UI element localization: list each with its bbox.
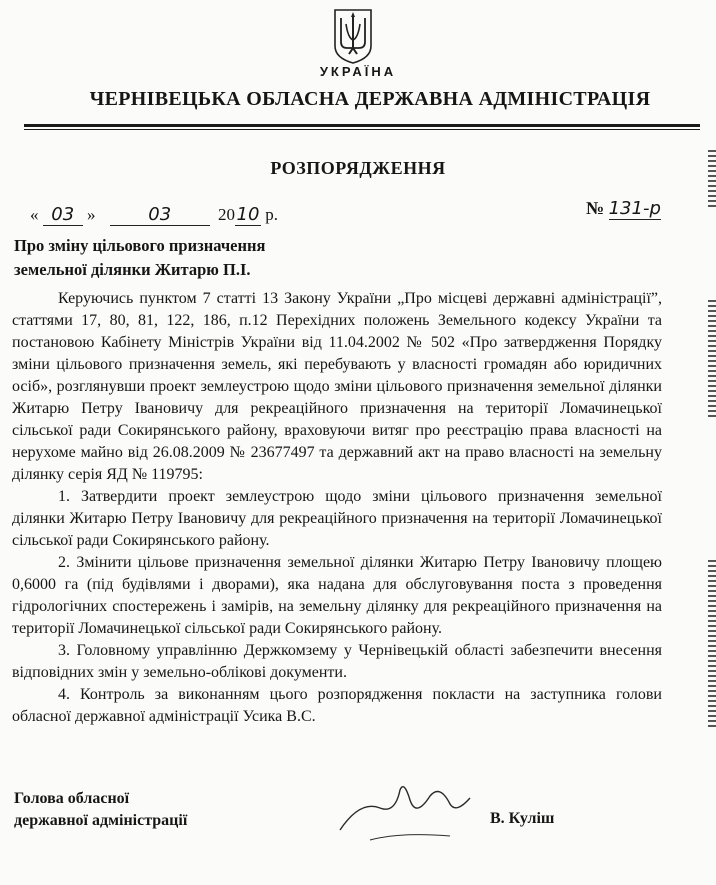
subject-line-2: земельної ділянки Житарю П.І. xyxy=(14,260,251,279)
number-value: 131-р xyxy=(608,198,661,219)
date-year-unit: р. xyxy=(265,205,278,224)
number-prefix: № xyxy=(586,198,605,218)
scan-edge-artifact xyxy=(708,300,716,420)
decree-date xyxy=(30,204,278,226)
signatory-name: В. Куліш xyxy=(490,810,555,827)
handwritten-signature xyxy=(300,770,500,850)
date-year-prefix: 20 xyxy=(218,205,235,224)
item-2-paragraph: 2. Змінити цільове призначення земельної ділянки Житарю Петру Івановичу площею 0,6000 га (під будівлями і дворами), яка надана для обслуговування поста з проведення гідрологічних спостережень і замірів, на земельну ділянку для рекреаційного призначення на території Ломачинецької сільської ради Сокирянського району. xyxy=(12,554,662,637)
country-name: УКРАЇНА xyxy=(319,64,397,79)
document-type: РОЗПОРЯДЖЕННЯ xyxy=(270,158,446,178)
date-open-quote: « xyxy=(30,205,39,224)
subject-line-1: Про зміну цільового призначення xyxy=(14,236,266,255)
administration-name: ЧЕРНІВЕЦЬКА ОБЛАСНА ДЕРЖАВНА АДМІНІСТРАЦІЯ xyxy=(89,88,651,110)
decree-subject xyxy=(14,234,434,282)
date-year-suffix: 10 xyxy=(236,204,260,225)
decree-body xyxy=(12,288,662,728)
date-month: 03 xyxy=(110,204,210,226)
date-day: 03 xyxy=(43,204,83,226)
item-3-paragraph: 3. Головному управлінню Держкомзему у Чернівецькій області забезпечити внесення відповідних змін у земельно-облікові документи. xyxy=(12,642,662,681)
item-4-paragraph: 4. Контроль за виконанням цього розпорядження покласти на заступника голови обласної державної адміністрації Усика В.С. xyxy=(12,686,662,725)
signatory-title-line-2: державної адміністрації xyxy=(14,812,188,829)
header-rule-thin xyxy=(24,129,700,130)
scan-edge-artifact xyxy=(708,150,716,210)
item-1-paragraph: 1. Затвердити проект землеустрою щодо зміни цільового призначення земельної ділянки Житарю Петру Івановичу для рекреаційного призначення на території Ломачинецької сільської ради Сокирянського району. xyxy=(12,488,662,549)
header-rule-thick xyxy=(24,124,700,127)
signatory-title-line-1: Голова обласної xyxy=(14,790,130,807)
preamble-paragraph: Керуючись пунктом 7 статті 13 Закону України „Про місцеві державні адміністрації”, статтями 17, 80, 81, 122, 186, п.12 Перехідних положень Земельного кодексу України та постановою Кабінету Міністрів України від 11.04.2002 № 502 «Про затвердження Порядку зміни цільового призначення земель, які перебувають у власності громадян або юридичних осіб», розглянувши проект землеустрою щодо зміни цільового призначення земельної ділянки Житарю Петру Івановичу для рекреаційного призначення на території Ломачинецької сільської ради Сокирянського району, враховуючи витяг про реєстрацію права власності на нерухоме майно від 26.08.2009 № 23677497 та державний акт на право власності на земельну ділянку серія ЯД № 119795: xyxy=(12,290,662,483)
decree-number xyxy=(586,198,661,219)
trident-emblem-icon xyxy=(332,8,374,64)
signatory-title xyxy=(14,788,187,832)
scan-edge-artifact xyxy=(708,560,716,730)
date-close-quote: » xyxy=(87,205,96,224)
